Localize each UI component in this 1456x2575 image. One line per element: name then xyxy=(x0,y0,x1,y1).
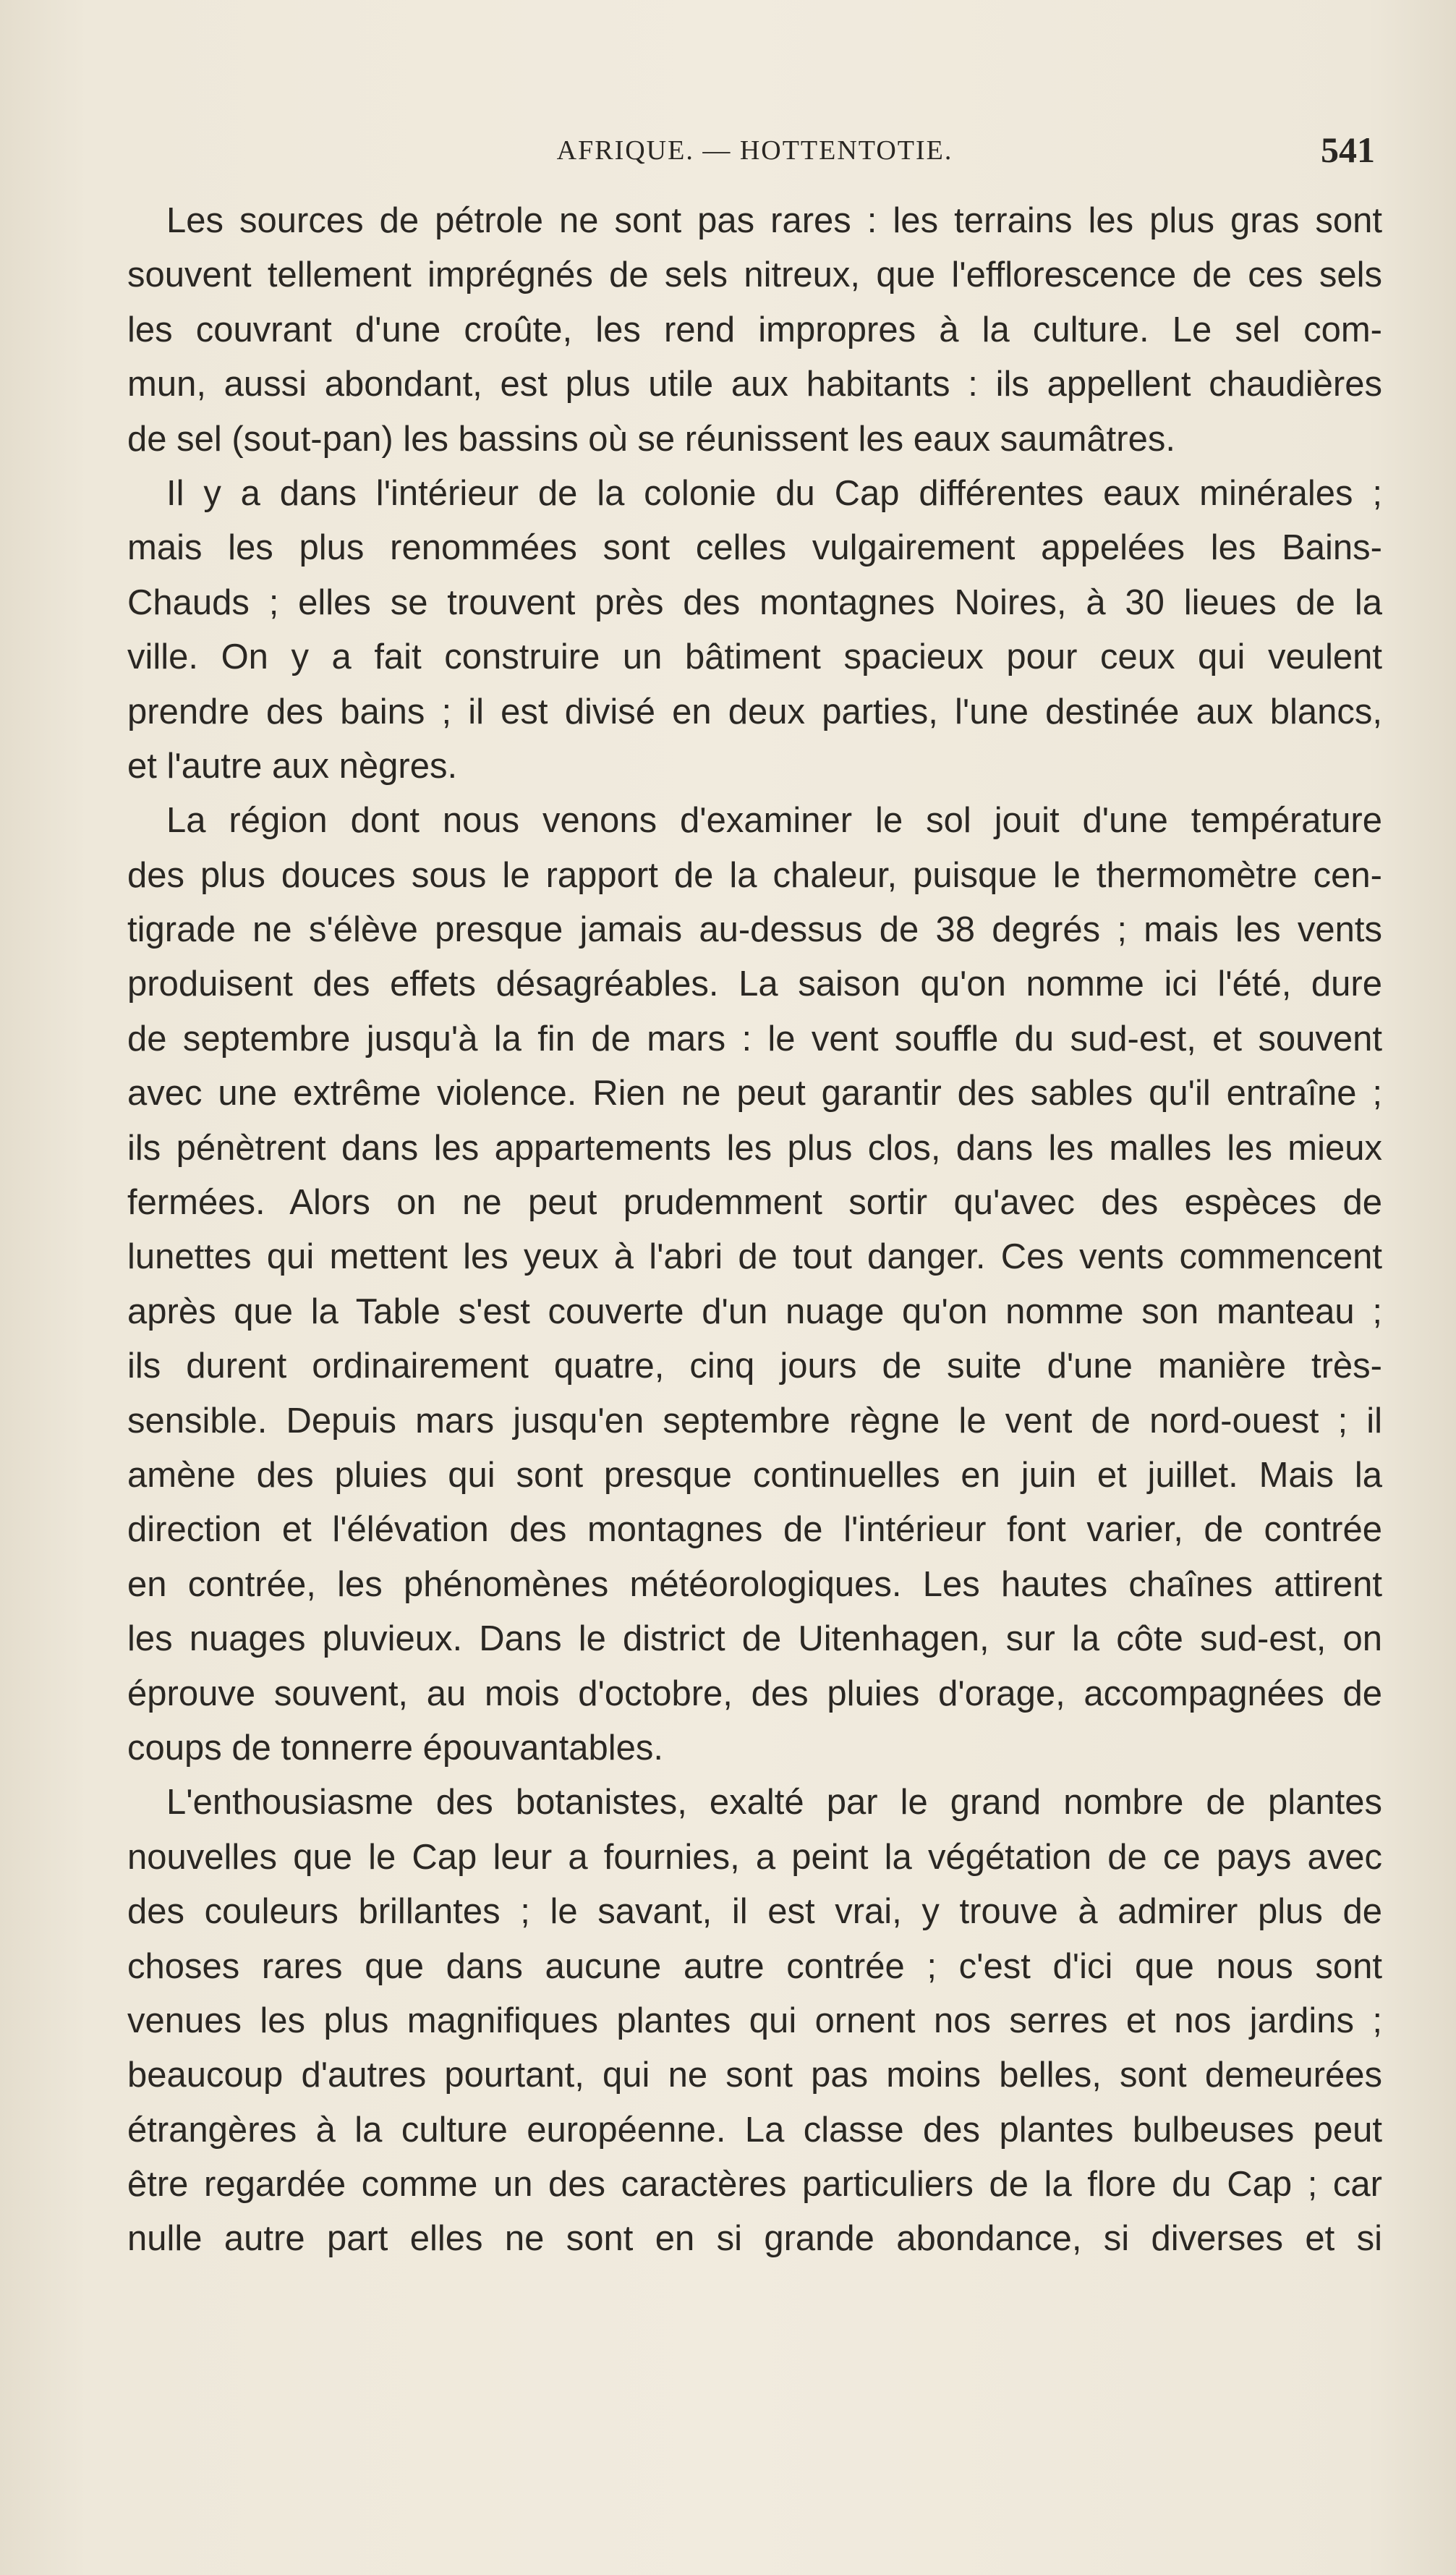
text-line: nulle autre part elles ne sont en si grande abondance, si diverses et si xyxy=(127,2219,1382,2259)
text-line: beaucoup d'autres pourtant, qui ne sont pas moins belles, sont demeurées xyxy=(127,2056,1382,2095)
text-line: de sel (sout-pan) les bassins où se réunissent les eaux saumâtres. xyxy=(127,419,1175,459)
text-line: Il y a dans l'intérieur de la colonie du Cap différentes eaux minérales ; xyxy=(166,473,1382,513)
text-line: direction et l'élévation des montagnes de l'intérieur font varier, de contrée xyxy=(127,1510,1382,1550)
text-line: prendre des bains ; il est divisé en deux parties, l'une destinée aux blancs, xyxy=(127,692,1382,731)
text-line: amène des pluies qui sont presque continuelles en juin et juillet. Mais la xyxy=(127,1455,1382,1495)
text-line: avec une extrême violence. Rien ne peut garantir des sables qu'il entraîne ; xyxy=(127,1074,1382,1113)
body-text xyxy=(127,194,1382,2267)
text-line: Les sources de pétrole ne sont pas rares : les terrains les plus gras sont xyxy=(166,201,1382,240)
text-line: sensible. Depuis mars jusqu'en septembre règne le vent de nord-ouest ; il xyxy=(127,1401,1382,1441)
running-head xyxy=(127,129,1382,172)
text-line: et l'autre aux nègres. xyxy=(127,746,458,786)
text-line: les nuages pluvieux. Dans le district de Uitenhagen, sur la côte sud-est, on xyxy=(127,1619,1382,1659)
text-line: fermées. Alors on ne peut prudemment sortir qu'avec des espèces de xyxy=(127,1183,1382,1223)
text-line: Chauds ; elles se trouvent près des montagnes Noires, à 30 lieues de la xyxy=(127,582,1382,622)
page-number: 541 xyxy=(1321,130,1375,170)
text-line: ville. On y a fait construire un bâtiment spacieux pour ceux qui veulent xyxy=(127,637,1382,677)
text-line: mun, aussi abondant, est plus utile aux habitants : ils appellent chaudières xyxy=(127,365,1382,404)
text-line: de septembre jusqu'à la fin de mars : le vent souffle du sud-est, et souvent xyxy=(127,1019,1382,1059)
text-line: éprouve souvent, au mois d'octobre, des pluies d'orage, accompagnées de xyxy=(127,1673,1382,1713)
text-line: L'enthousiasme des botanistes, exalté par le grand nombre de plantes xyxy=(166,1783,1382,1823)
text-line: La région dont nous venons d'examiner le sol jouit d'une température xyxy=(166,801,1382,841)
text-line: les couvrant d'une croûte, les rend impropres à la culture. Le sel com- xyxy=(127,310,1382,349)
text-line: lunettes qui mettent les yeux à l'abri de tout danger. Ces vents commencent xyxy=(127,1237,1382,1277)
text-line: nouvelles que le Cap leur a fournies, a peint la végétation de ce pays avec xyxy=(127,1837,1382,1877)
text-line: des plus douces sous le rapport de la chaleur, puisque le thermomètre cen- xyxy=(127,855,1382,895)
text-line: venues les plus magnifiques plantes qui ornent nos serres et nos jardins ; xyxy=(127,2001,1382,2040)
text-line: tigrade ne s'élève presque jamais au-dessus de 38 degrés ; mais les vents xyxy=(127,910,1382,950)
running-title: AFRIQUE. — HOTTENTOTIE. xyxy=(556,135,953,166)
text-line: après que la Table s'est couverte d'un nuage qu'on nomme son manteau ; xyxy=(127,1291,1382,1331)
text-line: des couleurs brillantes ; le savant, il est vrai, y trouve à admirer plus de xyxy=(127,1892,1382,1932)
text-line: choses rares que dans aucune autre contrée ; c'est d'ici que nous sont xyxy=(127,1946,1382,1986)
text-line: souvent tellement imprégnés de sels nitreux, que l'efflorescence de ces sels xyxy=(127,255,1382,295)
text-line: mais les plus renommées sont celles vulgairement appelées les Bains- xyxy=(127,528,1382,568)
text-line: étrangères à la culture européenne. La classe des plantes bulbeuses peut xyxy=(127,2110,1382,2150)
text-line: coups de tonnerre épouvantables. xyxy=(127,1728,663,1768)
text-line: ils durent ordinairement quatre, cinq jours de suite d'une manière très- xyxy=(127,1346,1382,1386)
text-line: en contrée, les phénomènes météorologiques. Les hautes chaînes attirent xyxy=(127,1564,1382,1604)
text-line: produisent des effets désagréables. La saison qu'on nomme ici l'été, dure xyxy=(127,964,1382,1004)
text-line: être regardée comme un des caractères particuliers de la flore du Cap ; car xyxy=(127,2165,1382,2205)
text-line: ils pénètrent dans les appartements les plus clos, dans les malles les mieux xyxy=(127,1128,1382,1168)
